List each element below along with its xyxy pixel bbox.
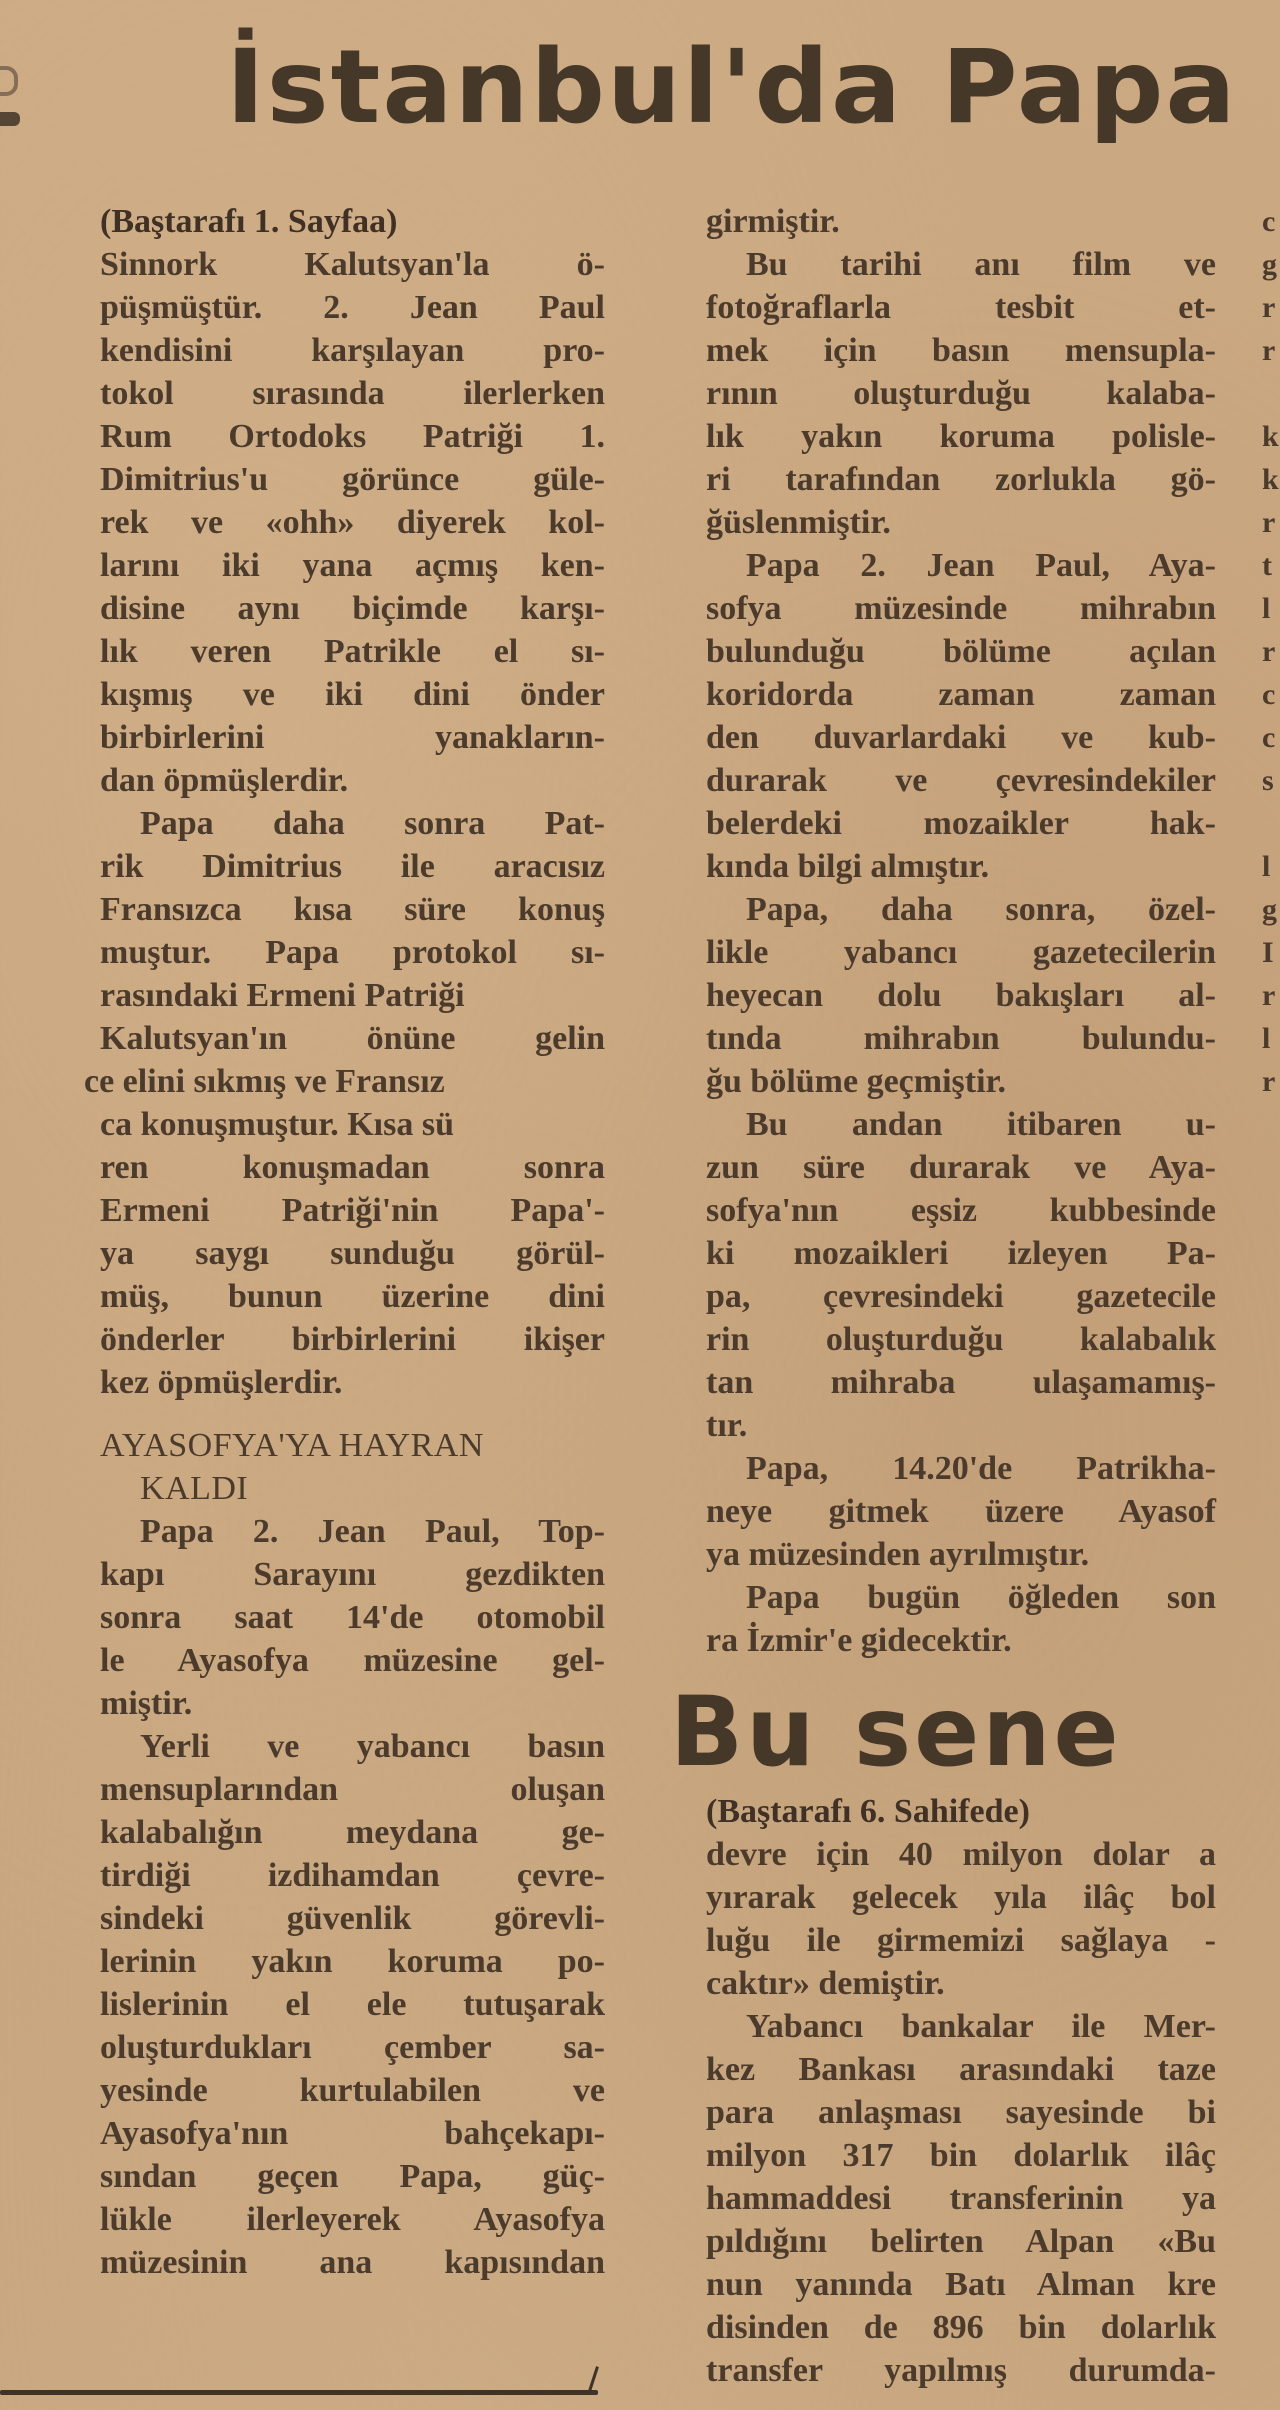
text-line: lık veren Patrikle el sı- [100,633,605,670]
text-line: Ayasofya'nın bahçekapı- [100,2115,605,2152]
text-line: caktır» demiştir. [706,1965,945,2002]
text-line: püşmüştür. 2. Jean Paul [100,289,605,326]
text-fragment: r [1262,334,1276,367]
text-line: tokol sırasında ilerlerken [100,375,605,412]
text-line: bulunduğu bölüme açılan [706,633,1216,670]
text-fragment [1262,802,1280,845]
text-line: Sinnork Kalutsyan'la ö- [100,246,605,283]
text-line: Dimitrius'u görünce güle- [100,461,605,498]
text-line: kında bilgi almıştır. [706,848,990,885]
text-line: milyon 317 bin dolarlık ilâç [706,2137,1216,2174]
text-line: rının oluşturduğu kalaba- [706,375,1216,412]
paragraph [706,243,1216,544]
paragraph [100,1510,605,1725]
text-fragment: r [1262,979,1276,1012]
text-line: kez öpmüşlerdir. [100,1364,343,1401]
text-line: disine aynı biçimde karşı- [100,590,605,627]
paragraph [100,1725,605,2284]
subhead-line: KALDI [140,1470,249,1507]
text-line: ya saygı sunduğu görül- [100,1235,605,1272]
text-line: Ermeni Patriği'nin Papa'- [100,1192,605,1229]
subhead-line: AYASOFYA'YA HAYRAN [100,1427,484,1464]
spacer [100,1404,605,1424]
text-line: pa, çevresindeki gazetecile [706,1278,1216,1315]
text-line: mensuplarından oluşan [100,1771,605,1808]
text-line: likle yabancı gazetecilerin [706,934,1216,971]
text-fragment: r [1262,635,1276,668]
text-line: Fransızca kısa süre konuş [100,891,605,928]
text-line: ğüslenmiştir. [706,504,891,541]
text-line: oluşturdukları çember sa- [100,2029,605,2066]
text-line: lükle ilerleyerek Ayasofya [100,2201,605,2238]
text-line: pıldığını belirten Alpan «Bu [706,2223,1216,2260]
text-line: rik Dimitrius ile aracısız [100,848,605,885]
paragraph [84,802,605,1404]
text-line: rin oluşturduğu kalabalık [706,1321,1216,1358]
adjacent-headline-fragment [0,66,18,96]
text-line: ren konuşmadan sonra [100,1149,605,1186]
text-line: tan mihraba ulaşamamış- [706,1364,1216,1401]
text-line: sindeki güvenlik görevli- [100,1900,605,1937]
text-line: kapı Sarayını gezdikten [100,1556,605,1593]
text-line: Papa bugün öğleden son [746,1579,1216,1616]
paragraph [706,1103,1216,1447]
text-fragment: r [1262,506,1276,539]
paragraph [706,2005,1216,2392]
text-line: nun yanında Batı Alman kre [706,2266,1216,2303]
text-line: müş, bunun üzerine dini [100,1278,605,1315]
text-line: Bu andan itibaren u- [746,1106,1216,1143]
text-line: den duvarlardaki ve kub- [706,719,1216,756]
article-column-2 [670,200,1216,2392]
text-line: Kalutsyan'ın önüne gelin [100,1020,605,1057]
text-line: girmiştir. [706,203,840,240]
text-line: yırarak gelecek yıla ilâç bol [706,1879,1216,1916]
text-line: sından geçen Papa, güç- [100,2158,605,2195]
text-line: koridorda zaman zaman [706,676,1216,713]
paragraph [100,243,605,802]
text-line: miştir. [100,1685,193,1722]
article-2-continuation-note: (Baştarafı 6. Sahifede) [706,1793,1030,1830]
text-line: transfer yapılmış durumda- [706,2352,1216,2389]
text-line: muştur. Papa protokol sı- [100,934,605,971]
text-fragment: k [1262,463,1279,496]
text-line: Papa, 14.20'de Patrikha- [746,1450,1216,1487]
text-line: kalabalığın meydana ge- [100,1814,605,1851]
text-line: kışmış ve iki dini önder [100,676,605,713]
text-line: Yerli ve yabancı basın [140,1728,605,1765]
text-line: ri tarafından zorlukla gö- [706,461,1216,498]
text-line: ce elini sıkmış ve Fransız [84,1063,445,1100]
text-line: Rum Ortodoks Patriği 1. [100,418,605,455]
column-divider-rule [0,2390,598,2395]
article-2-headline: Bu sene [670,1676,1122,1788]
text-line: sonra saat 14'de otomobil [100,1599,605,1636]
text-line: le Ayasofya müzesine gel- [100,1642,605,1679]
text-line: ya müzesinden ayrılmıştır. [706,1536,1090,1573]
paragraph [706,1576,1216,1662]
text-line: tirdiği izdihamdan çevre- [100,1857,605,1894]
text-line: sofya'nın eşsiz kubbesinde [706,1192,1216,1229]
text-line: önderler birbirlerini ikişer [100,1321,605,1358]
text-line: lerinin yakın koruma po- [100,1943,605,1980]
text-line: kendisini karşılayan pro- [100,332,605,369]
text-line: tında mihrabın bulundu- [706,1020,1216,1057]
section-subhead [100,1424,605,1510]
text-line: belerdeki mozaikler hak- [706,805,1216,842]
text-line: hammaddesi transferinin ya [706,2180,1216,2217]
text-line: Bu tarihi anı film ve [746,246,1216,283]
text-line: ca konuşmuştur. Kısa sü [100,1106,454,1143]
text-line: yesinde kurtulabilen ve [100,2072,605,2109]
text-line: disinden de 896 bin dolarlık [706,2309,1216,2346]
paragraph [706,544,1216,888]
paragraph [706,1447,1216,1576]
text-fragment: g [1262,248,1277,281]
text-line: tır. [706,1407,748,1444]
text-line: dan öpmüşlerdir. [100,762,349,799]
text-line: luğu ile girmemizi sağlaya - [706,1922,1216,1959]
text-line: devre için 40 milyon dolar a [706,1836,1216,1873]
adjacent-headline-dash [0,112,20,126]
text-fragment: l [1262,850,1271,883]
text-line: müzesinin ana kapısından [100,2244,605,2281]
text-fragment: r [1262,1065,1276,1098]
text-line: kez Bankası arasındaki taze [706,2051,1216,2088]
text-line: Papa daha sonra Pat- [140,805,605,842]
text-line: durarak ve çevresindekiler [706,762,1216,799]
text-line: Yabancı bankalar ile Mer- [746,2008,1216,2045]
text-fragment: k [1262,420,1279,453]
text-fragment: r [1262,291,1276,324]
text-line: ki mozaikleri izleyen Pa- [706,1235,1216,1272]
text-line: ğu bölüme geçmiştir. [706,1063,1007,1100]
continuation-note: (Baştarafı 1. Sayfaa) [100,203,398,240]
text-line: birbirlerini yanakların- [100,719,605,756]
text-fragment: c [1262,205,1276,238]
text-fragment: l [1262,1022,1271,1055]
text-line: lık yakın koruma polisle- [706,418,1216,455]
text-fragment: c [1262,678,1276,711]
text-line: neye gitmek üzere Ayasof [706,1493,1216,1530]
text-fragment: t [1262,549,1272,582]
text-fragment [1262,372,1280,415]
text-line: sofya müzesinde mihrabın [706,590,1216,627]
paragraph [706,1833,1216,2005]
text-fragment: l [1262,592,1271,625]
text-line: Papa, daha sonra, özel- [746,891,1216,928]
text-line: Papa 2. Jean Paul, Top- [140,1513,605,1550]
text-fragment: s [1262,764,1274,797]
text-line: rek ve «ohh» diyerek kol- [100,504,605,541]
text-line: mek için basın mensupla- [706,332,1216,369]
text-line: rasındaki Ermeni Patriği [100,977,465,1014]
paragraph [706,888,1216,1103]
text-line: fotoğraflarla tesbit et- [706,289,1216,326]
article-column-1 [84,200,605,2284]
text-line: ra İzmir'e gidecektir. [706,1622,1012,1659]
text-fragment: g [1262,893,1277,926]
text-fragment: I [1262,936,1274,969]
text-line: para anlaşması sayesinde bi [706,2094,1216,2131]
text-line: heyecan dolu bakışları al- [706,977,1216,1014]
text-line: Papa 2. Jean Paul, Aya- [746,547,1216,584]
text-line: lislerinin el ele tutuşarak [100,1986,605,2023]
rule-end-mark [588,2366,599,2392]
paragraph [706,200,1216,243]
adjacent-column-fragment [1262,200,1280,1103]
text-line: zun süre durarak ve Aya- [706,1149,1216,1186]
text-fragment: c [1262,721,1276,754]
headline: İstanbul'da Papa [226,27,1238,147]
text-line: larını iki yana açmış ken- [100,547,605,584]
